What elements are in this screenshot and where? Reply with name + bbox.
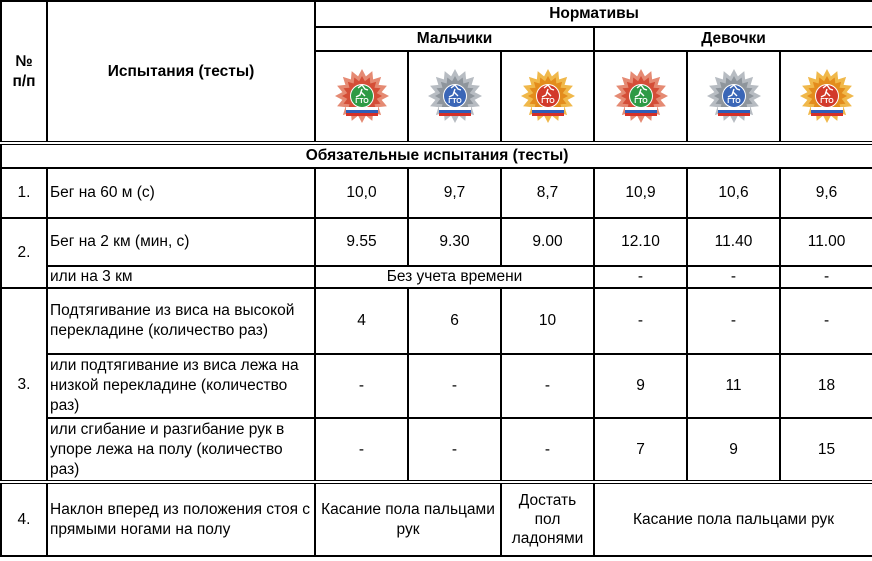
cell: Без учета времени xyxy=(315,266,594,288)
table-row xyxy=(1,288,872,354)
cell: - xyxy=(594,288,687,354)
cell: 9 xyxy=(594,354,687,418)
cell: 11 xyxy=(687,354,780,418)
cell: - xyxy=(594,266,687,288)
table-row xyxy=(1,266,872,288)
cell: 9,6 xyxy=(780,168,872,218)
cell: 18 xyxy=(780,354,872,418)
cell: - xyxy=(501,354,594,418)
badge-label: ГТО xyxy=(633,97,648,105)
cell: 6 xyxy=(408,288,501,354)
badge-boys-bronze xyxy=(315,51,408,143)
test-name: Бег на 2 км (мин, с) xyxy=(47,218,315,266)
norms-header: Нормативы xyxy=(315,1,872,27)
cell: - xyxy=(408,418,501,482)
cell: - xyxy=(408,354,501,418)
cell: 10,9 xyxy=(594,168,687,218)
badge-label: ГТО xyxy=(540,97,555,105)
cell: Касание пола пальцами рук xyxy=(594,482,872,556)
row-num: 3. xyxy=(1,288,47,482)
test-name: Бег на 60 м (с) xyxy=(47,168,315,218)
cell: - xyxy=(501,418,594,482)
table-row xyxy=(1,168,872,218)
cell: 10,6 xyxy=(687,168,780,218)
cell: Касание пола пальцами рук xyxy=(315,482,501,556)
test-name: или на 3 км xyxy=(47,266,315,288)
test-name: или сгибание и разгибание рук в упоре лежа на полу (количество раз) xyxy=(47,418,315,482)
cell: 12.10 xyxy=(594,218,687,266)
cell: 4 xyxy=(315,288,408,354)
badge-boys-silver xyxy=(408,51,501,143)
num-header: № п/п xyxy=(1,1,47,143)
cell: Достать пол ладонями xyxy=(501,482,594,556)
badge-label: ГТО xyxy=(819,97,834,105)
cell: 9.30 xyxy=(408,218,501,266)
cell: 9,7 xyxy=(408,168,501,218)
cell: 9.00 xyxy=(501,218,594,266)
cell: 10,0 xyxy=(315,168,408,218)
row-num: 2. xyxy=(1,218,47,288)
cell: 9 xyxy=(687,418,780,482)
gto-badge-gold-icon xyxy=(799,66,855,128)
girls-header: Девочки xyxy=(594,27,872,51)
badge-girls-silver xyxy=(687,51,780,143)
table-row xyxy=(1,418,872,482)
gto-badge-bronze-icon xyxy=(334,66,390,128)
cell: 9.55 xyxy=(315,218,408,266)
cell: 7 xyxy=(594,418,687,482)
section-title: Обязательные испытания (тесты) xyxy=(1,143,872,168)
badge-label: ГТО xyxy=(726,97,741,105)
cell: 15 xyxy=(780,418,872,482)
test-name: Наклон вперед из положения стоя с прямыми ногами на полу xyxy=(47,482,315,556)
tests-header: Испытания (тесты) xyxy=(47,1,315,143)
badge-label: ГТО xyxy=(354,97,369,105)
cell: 10 xyxy=(501,288,594,354)
cell: - xyxy=(780,288,872,354)
cell: 11.00 xyxy=(780,218,872,266)
test-name: или подтягивание из виса лежа на низкой перекладине (количество раз) xyxy=(47,354,315,418)
gto-badge-silver-icon xyxy=(706,66,762,128)
badge-girls-gold xyxy=(780,51,872,143)
table-row xyxy=(1,482,872,556)
gto-badge-bronze-icon xyxy=(613,66,669,128)
badge-label: ГТО xyxy=(447,97,462,105)
table-row xyxy=(1,218,872,266)
boys-header: Мальчики xyxy=(315,27,594,51)
cell: - xyxy=(780,266,872,288)
table-row xyxy=(1,354,872,418)
gto-badge-silver-icon xyxy=(427,66,483,128)
badge-boys-gold xyxy=(501,51,594,143)
cell: 11.40 xyxy=(687,218,780,266)
gto-badge-gold-icon xyxy=(520,66,576,128)
cell: - xyxy=(315,354,408,418)
badge-girls-bronze xyxy=(594,51,687,143)
cell: - xyxy=(315,418,408,482)
test-name: Подтягивание из виса на высокой перекладине (количество раз) xyxy=(47,288,315,354)
row-num: 4. xyxy=(1,482,47,556)
cell: - xyxy=(687,288,780,354)
row-num: 1. xyxy=(1,168,47,218)
cell: - xyxy=(687,266,780,288)
cell: 8,7 xyxy=(501,168,594,218)
